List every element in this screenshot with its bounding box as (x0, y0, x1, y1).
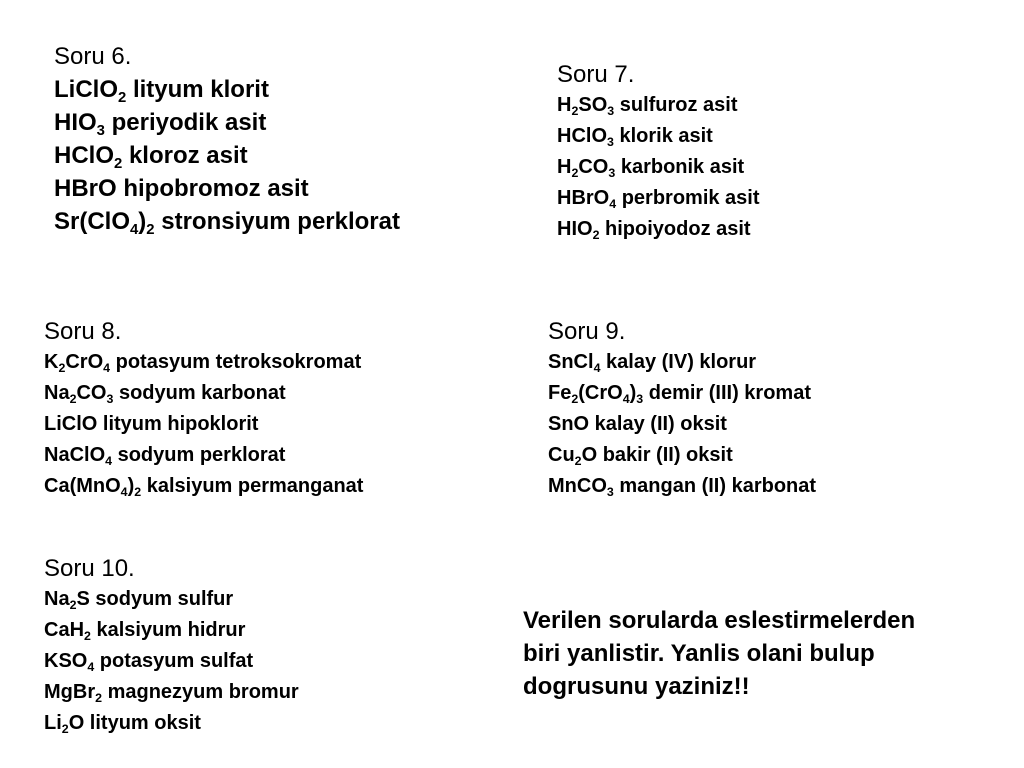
formula-part: HClO (557, 125, 607, 147)
compound-line (44, 677, 299, 708)
compound-name: sulfuroz asit (614, 94, 738, 116)
compound-name: kalay (II) oksit (589, 413, 727, 435)
instruction-line: Verilen sorularda eslestirmelerden (523, 607, 916, 634)
formula-subscript: 2 (118, 89, 127, 106)
compound-name: sodyum karbonat (113, 382, 286, 404)
formula-subscript: 4 (609, 196, 617, 211)
compound-name: lityum oksit (84, 712, 201, 734)
formula-subscript: 4 (593, 360, 601, 375)
formula-subscript: 3 (106, 391, 114, 406)
compound-line (44, 409, 363, 440)
formula-subscript: 3 (608, 165, 616, 180)
instruction-text (523, 604, 1003, 703)
formula-subscript: 3 (636, 391, 644, 406)
formula-subscript: 2 (69, 391, 77, 406)
formula-subscript: 3 (607, 103, 615, 118)
compound-name: bakir (II) oksit (597, 444, 733, 466)
compound-line (548, 440, 816, 471)
formula-part: ) (629, 382, 637, 404)
compound-line (44, 471, 363, 502)
formula-subscript: 2 (571, 103, 579, 118)
formula-subscript: 2 (574, 453, 582, 468)
compound-name: kalsiyum permanganat (141, 475, 364, 497)
compound-line (548, 471, 816, 502)
formula-part: H (557, 94, 572, 116)
compound-name: kloroz asit (122, 142, 248, 169)
compound-name: stronsiyum perklorat (154, 208, 400, 235)
compound-name: kalay (IV) klorur (600, 351, 757, 373)
formula-part: Na (44, 588, 70, 610)
compound-name: sodyum sulfur (89, 588, 234, 610)
compound-line (44, 708, 299, 739)
formula-part: Na (44, 382, 70, 404)
question-title: Soru 9. (548, 318, 626, 345)
formula-subscript: 2 (146, 221, 155, 238)
instruction-line: dogrusunu yaziniz!! (523, 673, 750, 700)
formula-subscript: 2 (95, 690, 103, 705)
compound-name: demir (III) kromat (643, 382, 811, 404)
formula-part: Ca(MnO (44, 475, 121, 497)
formula-part: O (68, 712, 85, 734)
compound-name: sodyum perklorat (112, 444, 286, 466)
formula-part: CO (76, 382, 107, 404)
compound-line (548, 409, 816, 440)
question-8-block (44, 317, 363, 502)
compound-line (557, 183, 760, 214)
formula-part: Sr(ClO (54, 208, 131, 235)
formula-part: HBrO (54, 175, 117, 202)
formula-part: O (581, 444, 598, 466)
compound-name: kalsiyum hidrur (90, 619, 246, 641)
formula-subscript: 3 (96, 122, 105, 139)
formula-part: SnCl (548, 351, 594, 373)
question-6-block (54, 40, 400, 238)
formula-subscript: 2 (61, 721, 69, 736)
formula-subscript: 2 (571, 165, 579, 180)
compound-line (557, 214, 760, 245)
compound-line (548, 378, 816, 409)
formula-part: MgBr (44, 681, 96, 703)
compound-line (54, 205, 400, 238)
compound-name: klorik asit (613, 125, 713, 147)
compound-line (54, 172, 400, 205)
question-9-block (548, 317, 816, 502)
formula-subscript: 4 (105, 453, 113, 468)
formula-part: LiClO (54, 76, 118, 103)
compound-line (54, 106, 400, 139)
compound-line (557, 121, 760, 152)
formula-part: MnCO (548, 475, 607, 497)
formula-part: HIO (54, 109, 97, 136)
compound-name: perbromik asit (616, 187, 760, 209)
formula-subscript: 3 (607, 134, 614, 149)
question-10-block (44, 554, 299, 739)
question-title: Soru 6. (54, 43, 132, 70)
compound-line (557, 90, 760, 121)
formula-part: Cu (548, 444, 575, 466)
question-title: Soru 8. (44, 318, 122, 345)
compound-line (44, 615, 299, 646)
formula-part: Li (44, 712, 62, 734)
formula-subscript: 2 (69, 597, 77, 612)
formula-part: SO (578, 94, 608, 116)
compound-name: periyodik asit (104, 109, 267, 136)
compound-line (44, 584, 299, 615)
formula-subscript: 2 (114, 155, 123, 172)
formula-part: CrO (65, 351, 104, 373)
compound-name: lityum klorit (126, 76, 269, 103)
formula-subscript: 2 (592, 227, 600, 242)
compound-line (548, 347, 816, 378)
formula-part: (CrO (578, 382, 623, 404)
compound-line (44, 347, 363, 378)
formula-subscript: 4 (622, 391, 630, 406)
question-7-block (557, 60, 760, 245)
formula-part: ) (127, 475, 135, 497)
compound-name: hipoiyodoz asit (599, 218, 751, 240)
formula-part: H (557, 156, 572, 178)
formula-part: HIO (557, 218, 593, 240)
formula-part: HClO (54, 142, 114, 169)
compound-name: hipobromoz asit (116, 175, 309, 202)
formula-subscript: 4 (120, 484, 128, 499)
compound-name: potasyum sulfat (94, 650, 254, 672)
compound-name: potasyum tetroksokromat (110, 351, 362, 373)
formula-subscript: 4 (130, 221, 139, 238)
formula-subscript: 4 (103, 360, 111, 375)
compound-line (44, 440, 363, 471)
compound-name: magnezyum bromur (102, 681, 299, 703)
compound-name: mangan (II) karbonat (613, 475, 817, 497)
question-title: Soru 10. (44, 555, 135, 582)
formula-subscript: 2 (84, 628, 91, 643)
compound-line (44, 378, 363, 409)
formula-part: CO (578, 156, 609, 178)
formula-part: SnO (548, 413, 590, 435)
compound-line (557, 152, 760, 183)
formula-part: KSO (44, 650, 88, 672)
formula-part: Fe (548, 382, 572, 404)
formula-subscript: 4 (87, 659, 95, 674)
formula-part: LiClO (44, 413, 98, 435)
instruction-line: biri yanlistir. Yanlis olani bulup (523, 640, 875, 667)
compound-line (54, 73, 400, 106)
formula-part: K (44, 351, 59, 373)
compound-line (44, 646, 299, 677)
formula-subscript: 3 (606, 484, 614, 499)
formula-part: ) (138, 208, 147, 235)
formula-subscript: 2 (134, 484, 142, 499)
formula-part: NaClO (44, 444, 106, 466)
formula-part: S (76, 588, 90, 610)
compound-line (54, 139, 400, 172)
compound-name: karbonik asit (615, 156, 745, 178)
question-title: Soru 7. (557, 61, 635, 88)
formula-part: CaH (44, 619, 85, 641)
compound-name: lityum hipoklorit (97, 413, 259, 435)
formula-part: HBrO (557, 187, 610, 209)
formula-subscript: 2 (58, 360, 66, 375)
formula-subscript: 2 (571, 391, 579, 406)
